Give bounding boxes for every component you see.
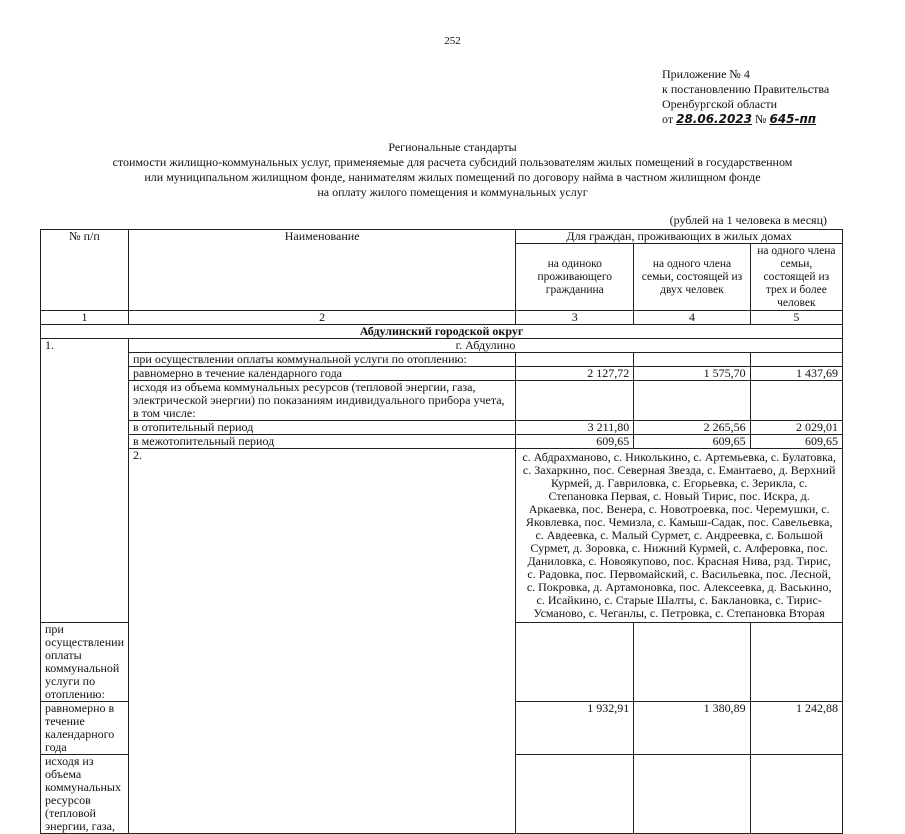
s1-place-row xyxy=(41,339,843,353)
from-label: от xyxy=(662,112,674,126)
s2-uniform-label: равномерно в течение календарного года xyxy=(41,702,129,755)
index-cell: 3 xyxy=(516,311,634,325)
units-note: (рублей на 1 человека в месяц) xyxy=(669,213,827,227)
number-label: № xyxy=(755,112,767,126)
index-cell: 2 xyxy=(129,311,516,325)
s1-uniform-row xyxy=(41,367,843,381)
value-cell: 1 932,91 xyxy=(516,702,634,755)
s1-inter-label: в межотопительный период xyxy=(129,435,516,449)
value-cell: 609,65 xyxy=(516,435,634,449)
title-line-3: или муниципальном жилищном фонде, нанимателям жилых помещений по договору найма в частном жилищном фонде xyxy=(144,170,761,184)
district-row xyxy=(41,325,843,339)
header-row-1 xyxy=(41,230,843,244)
decree-date: 28.06.2023 xyxy=(676,112,753,126)
s1-place: г. Абдулино xyxy=(129,339,843,353)
page-number: 252 xyxy=(444,35,461,47)
decree-number: 645-пп xyxy=(769,112,817,126)
appendix-line-4 xyxy=(662,112,829,127)
s2-places-row xyxy=(41,449,843,623)
index-cell: 4 xyxy=(634,311,750,325)
s1-heating-period-label: в отопительный период xyxy=(129,421,516,435)
s2-heating-label: при осуществлении оплаты коммунальной услуги по отоплению: xyxy=(41,623,129,702)
value-cell: 2 265,56 xyxy=(634,421,750,435)
s1-num: 1. xyxy=(41,339,129,623)
title-line-4: на оплату жилого помещения и коммунальных услуг xyxy=(317,185,588,199)
value-cell: 2 029,01 xyxy=(750,421,842,435)
value-cell: 1 380,89 xyxy=(634,702,750,755)
s1-heating-label: при осуществлении оплаты коммунальной услуги по отоплению: xyxy=(129,353,516,367)
s1-heating-row xyxy=(41,353,843,367)
index-cell: 1 xyxy=(41,311,129,325)
header-name: Наименование xyxy=(129,230,516,311)
appendix-line-3: Оренбургской области xyxy=(662,97,778,111)
document-title xyxy=(60,140,845,200)
s1-inter-row xyxy=(41,435,843,449)
s2-places: с. Абдрахманово, с. Николькино, с. Артемьевка, с. Булатовка, с. Захаркино, пос. Северная Звезда, с. Емантаево, д. Верхний Курмей, д. Гавриловка, с. Егорьевка, с. Зерикла, с. Степановка Первая, с. Новый Тирис, пос. Искра, д. Аркаевка, пос. Венера, с. Новотроевка, пос. Черемушки, с. Яковлевка, пос. Чемизла, с. Камыш-Садак, пос. Савельевка, с. Авдеевка, с. Малый Сурмет, с. Андреевка, с. Большой Сурмет, д. Зоровка, с. Нижний Курмей, с. Алферовка, пос. Даниловка, с. Новоякупово, пос. Красная Нива, рзд. Тирис, с. Радовка, пос. Первомайский, с. Васильевка, пос. Лесной, с. Покровка, д. Артамоновка, пос. Алексеевка, д. Васькино, с. Исайкино, с. Старые Шалты, с. Баклановка, с. Тирис-Усманово, с. Чеганлы, с. Петровка, с. Степановка Вторая xyxy=(516,449,843,623)
header-col-5: на одного члена семьи, состоящей из трех и более человек xyxy=(750,244,842,311)
s1-uniform-label: равномерно в течение календарного года xyxy=(129,367,516,381)
value-cell: 1 575,70 xyxy=(634,367,750,381)
appendix-line-1: Приложение № 4 xyxy=(662,67,750,81)
appendix-line-2: к постановлению Правительства xyxy=(662,82,830,96)
s2-num: 2. xyxy=(129,449,516,834)
standards-table xyxy=(40,229,843,834)
title-line-2: стоимости жилищно-коммунальных услуг, применяемые для расчета субсидий пользователям жилых помещений в государственном xyxy=(112,155,793,169)
value-cell: 609,65 xyxy=(634,435,750,449)
header-col-3: на одиноко проживающего гражданина xyxy=(516,244,634,311)
value-cell: 2 127,72 xyxy=(516,367,634,381)
value-cell: 3 211,80 xyxy=(516,421,634,435)
value-cell: 1 437,69 xyxy=(750,367,842,381)
value-cell: 1 242,88 xyxy=(750,702,842,755)
header-col-4: на одного члена семьи, состоящей из двух человек xyxy=(634,244,750,311)
s1-meter-label: исходя из объема коммунальных ресурсов (тепловой энергии, газа, электрической энергии) по показаниям индивидуального прибора учета, в том числе: xyxy=(129,381,516,421)
s1-meter-row xyxy=(41,381,843,421)
appendix-block xyxy=(662,67,829,127)
value-cell: 609,65 xyxy=(750,435,842,449)
s1-heating-period-row xyxy=(41,421,843,435)
district-name: Абдулинский городской округ xyxy=(41,325,843,339)
title-line-1: Региональные стандарты xyxy=(388,140,517,154)
header-num: № п/п xyxy=(41,230,129,311)
index-row xyxy=(41,311,843,325)
s2-meter-label: исходя из объема коммунальных ресурсов (тепловой энергии, газа, xyxy=(41,755,129,834)
index-cell: 5 xyxy=(750,311,842,325)
header-group: Для граждан, проживающих в жилых домах xyxy=(516,230,843,244)
